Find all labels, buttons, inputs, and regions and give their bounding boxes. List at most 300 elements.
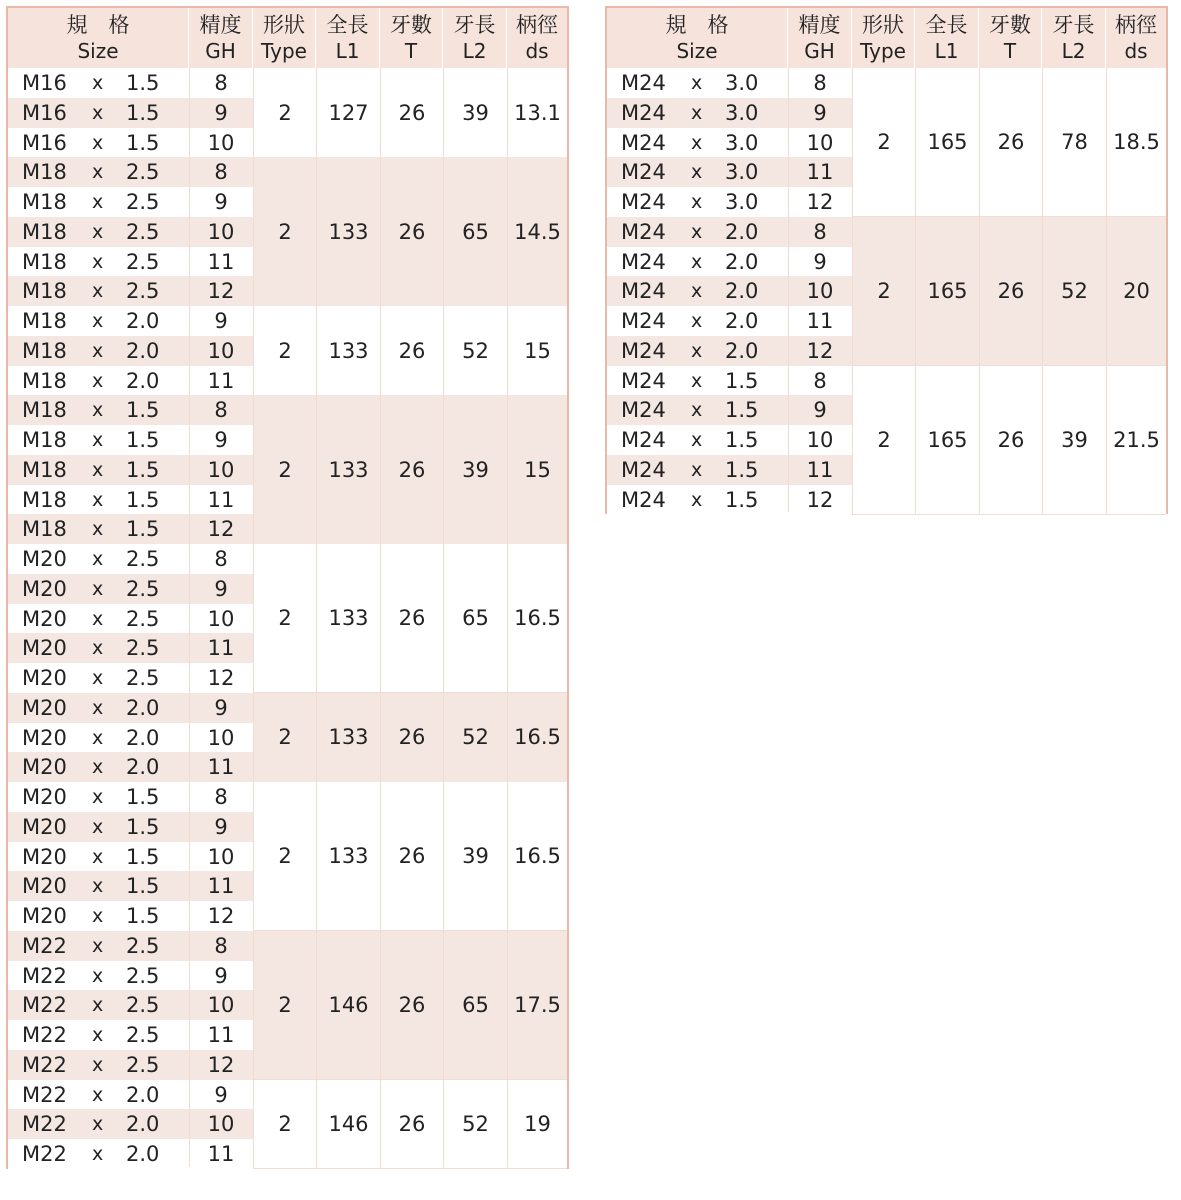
table-row: [607, 247, 852, 277]
size-metric: M24: [621, 487, 666, 512]
size-pitch: 1.5: [725, 398, 759, 423]
value-l2: 65: [443, 931, 507, 1080]
gh-value: 12: [207, 517, 235, 542]
gh-value: 9: [813, 100, 827, 125]
gh-value: 12: [806, 338, 834, 363]
group-block: [253, 693, 567, 782]
table-row: [8, 812, 253, 842]
size-pitch: 1.5: [725, 487, 759, 512]
table-row: [607, 98, 852, 128]
size-metric: M20: [22, 606, 67, 631]
value-l1: 133: [316, 306, 380, 395]
header-type-zh: 形狀: [263, 13, 305, 37]
header-gh: [788, 8, 852, 68]
header-ds: [1106, 8, 1166, 68]
size-pitch: 1.5: [126, 130, 160, 155]
gh-value: 11: [806, 160, 834, 185]
size-metric: M20: [22, 874, 67, 899]
header-tcnt-zh: 牙數: [390, 13, 432, 37]
header-size-zh: 規 格: [665, 13, 729, 37]
table-row: [8, 990, 253, 1020]
size-separator: x: [92, 934, 104, 957]
group-divider: [852, 514, 1166, 515]
table-row: [8, 574, 253, 604]
gh-value: 10: [207, 606, 235, 631]
table-row: [8, 366, 253, 396]
gh-value: 8: [214, 547, 228, 571]
size-metric: M24: [621, 249, 666, 274]
table-row: [8, 276, 253, 306]
size-separator: x: [92, 339, 104, 362]
size-pitch: 2.5: [126, 636, 160, 661]
column-divider: [788, 68, 789, 512]
table-row: [8, 425, 253, 455]
header-l2-zh: 牙長: [453, 13, 496, 37]
table-row: [8, 98, 253, 128]
header-gh-en: GH: [205, 39, 236, 63]
gh-value: 9: [214, 814, 228, 839]
header-size-zh: 規 格: [66, 13, 130, 37]
table-row: [8, 1080, 253, 1110]
size-separator: x: [92, 1143, 104, 1165]
table-row: [607, 336, 852, 366]
table-row: [607, 306, 852, 336]
value-l2: 39: [443, 782, 507, 931]
value-tcnt: 26: [380, 157, 443, 306]
value-ds: 15: [507, 306, 567, 395]
gh-value: 11: [207, 874, 235, 899]
table-row: [8, 306, 253, 336]
gh-value: 12: [207, 1052, 235, 1077]
size-metric: M24: [621, 457, 666, 482]
size-metric: M20: [22, 844, 67, 869]
size-pitch: 2.5: [126, 547, 160, 571]
size-separator: x: [92, 905, 104, 927]
gh-value: 11: [207, 487, 235, 512]
group-block: [253, 544, 567, 693]
value-ds: 20: [1106, 217, 1166, 366]
size-separator: x: [691, 250, 703, 273]
size-pitch: 3.0: [725, 160, 759, 185]
size-separator: x: [691, 72, 703, 94]
size-pitch: 2.5: [126, 190, 160, 214]
size-separator: x: [92, 488, 104, 511]
size-pitch: 1.5: [126, 904, 160, 928]
column-divider: [443, 68, 444, 1167]
size-pitch: 2.0: [126, 338, 160, 363]
gh-value: 11: [806, 309, 834, 333]
gh-value: 9: [214, 1082, 228, 1107]
header-l2: [443, 8, 507, 68]
header-ds-en: ds: [525, 39, 549, 63]
size-pitch: 2.5: [126, 993, 160, 1018]
gh-value: 12: [207, 904, 235, 928]
size-metric: M20: [22, 636, 67, 661]
table-row: [8, 514, 253, 544]
value-l2: 39: [443, 68, 507, 157]
gh-value: 8: [214, 398, 228, 423]
value-tcnt: 26: [979, 217, 1042, 366]
size-metric: M24: [621, 309, 666, 333]
size-pitch: 1.5: [126, 874, 160, 899]
size-separator: x: [92, 815, 104, 838]
column-divider: [915, 68, 916, 512]
table-row: [8, 455, 253, 485]
value-type: 2: [253, 931, 316, 1080]
size-metric: M18: [22, 338, 67, 363]
size-metric: M20: [22, 695, 67, 720]
table-row: [8, 1050, 253, 1080]
size-metric: M20: [22, 814, 67, 839]
value-l1: 133: [316, 395, 380, 544]
header-tcnt-zh: 牙數: [989, 13, 1031, 37]
value-tcnt: 26: [979, 68, 1042, 217]
value-type: 2: [852, 217, 915, 366]
table-row: [8, 931, 253, 961]
size-separator: x: [92, 994, 104, 1017]
size-separator: x: [691, 458, 703, 481]
gh-value: 10: [207, 457, 235, 482]
size-pitch: 1.5: [126, 100, 160, 125]
size-separator: x: [92, 577, 104, 600]
size-metric: M22: [22, 1082, 67, 1107]
value-type: 2: [852, 366, 915, 515]
size-metric: M22: [22, 963, 67, 988]
size-separator: x: [92, 726, 104, 749]
value-type: 2: [852, 68, 915, 217]
gh-value: 8: [813, 368, 827, 393]
table-row: [607, 276, 852, 306]
value-ds: 15: [507, 395, 567, 544]
value-l2: 52: [443, 1080, 507, 1169]
gh-value: 11: [207, 368, 235, 393]
column-divider: [979, 68, 980, 512]
header-l1-en: L1: [335, 39, 360, 63]
value-l1: 133: [316, 157, 380, 306]
size-pitch: 1.5: [126, 814, 160, 839]
size-pitch: 2.5: [126, 279, 160, 304]
size-separator: x: [92, 696, 104, 719]
size-separator: x: [92, 667, 104, 689]
table-row: [8, 395, 253, 425]
value-l1: 165: [915, 68, 979, 217]
header-size-en: Size: [77, 39, 119, 63]
value-ds: 16.5: [507, 544, 567, 693]
value-tcnt: 26: [380, 1080, 443, 1169]
column-divider: [1106, 68, 1107, 512]
table-row: [607, 157, 852, 187]
value-type: 2: [253, 693, 316, 782]
gh-value: 10: [207, 1112, 235, 1137]
size-pitch: 2.0: [725, 219, 759, 244]
table-row: [607, 485, 852, 515]
size-separator: x: [92, 637, 104, 660]
size-metric: M18: [22, 279, 67, 304]
size-separator: x: [92, 518, 104, 541]
value-tcnt: 26: [380, 693, 443, 782]
value-type: 2: [253, 157, 316, 306]
value-ds: 14.5: [507, 157, 567, 306]
size-pitch: 1.5: [126, 428, 160, 452]
size-separator: x: [92, 429, 104, 451]
size-metric: M18: [22, 517, 67, 542]
gh-value: 11: [207, 755, 235, 780]
table-row: [8, 604, 253, 634]
size-metric: M24: [621, 338, 666, 363]
size-pitch: 2.0: [126, 755, 160, 780]
gh-value: 9: [214, 695, 228, 720]
size-separator: x: [691, 339, 703, 362]
header-l1: [915, 8, 979, 68]
size-separator: x: [92, 1113, 104, 1136]
header-gh-zh: 精度: [199, 13, 242, 37]
table-row: [8, 187, 253, 217]
size-pitch: 1.5: [126, 71, 160, 95]
value-tcnt: 26: [979, 366, 1042, 515]
size-pitch: 2.0: [725, 338, 759, 363]
size-separator: x: [92, 756, 104, 779]
gh-value: 8: [813, 71, 827, 95]
table-row: [8, 663, 253, 693]
header-tcnt-en: T: [404, 39, 418, 63]
size-pitch: 2.5: [126, 160, 160, 185]
size-separator: x: [691, 369, 703, 392]
size-pitch: 1.5: [725, 368, 759, 393]
size-pitch: 2.5: [126, 1052, 160, 1077]
value-type: 2: [253, 68, 316, 157]
gh-value: 12: [207, 666, 235, 690]
column-divider: [852, 68, 853, 512]
size-pitch: 1.5: [126, 398, 160, 423]
size-separator: x: [92, 191, 104, 213]
gh-value: 10: [207, 993, 235, 1018]
value-l2: 65: [443, 544, 507, 693]
size-pitch: 2.0: [126, 1082, 160, 1107]
size-metric: M18: [22, 249, 67, 274]
value-tcnt: 26: [380, 544, 443, 693]
value-l1: 133: [316, 693, 380, 782]
size-metric: M22: [22, 993, 67, 1018]
group-divider: [253, 1168, 567, 1169]
header-l1: [316, 8, 380, 68]
size-pitch: 3.0: [725, 100, 759, 125]
gh-value: 12: [207, 279, 235, 304]
group-block: [253, 157, 567, 306]
size-metric: M24: [621, 219, 666, 244]
size-metric: M20: [22, 725, 67, 750]
header-gh-zh: 精度: [798, 13, 841, 37]
header-ds-en: ds: [1124, 39, 1148, 63]
table-row: [607, 395, 852, 425]
size-pitch: 2.5: [126, 249, 160, 274]
header-ds-zh: 柄徑: [1115, 13, 1157, 37]
size-separator: x: [92, 786, 104, 808]
size-separator: x: [92, 131, 104, 154]
size-separator: x: [691, 280, 703, 303]
size-pitch: 2.5: [126, 219, 160, 244]
value-type: 2: [253, 782, 316, 931]
size-metric: M24: [621, 279, 666, 304]
value-l1: 165: [915, 366, 979, 515]
header-l2-en: L2: [1061, 39, 1086, 63]
size-metric: M18: [22, 219, 67, 244]
value-l1: 127: [316, 68, 380, 157]
size-metric: M20: [22, 904, 67, 928]
gh-value: 11: [207, 636, 235, 661]
column-divider: [380, 68, 381, 1167]
gh-value: 9: [813, 398, 827, 423]
gh-value: 10: [207, 844, 235, 869]
gh-value: 11: [207, 1023, 235, 1047]
table-row: [8, 157, 253, 187]
table-row: [8, 752, 253, 782]
size-pitch: 1.5: [126, 487, 160, 512]
size-pitch: 2.5: [126, 963, 160, 988]
value-l1: 133: [316, 544, 380, 693]
gh-value: 9: [214, 428, 228, 452]
table-row: [8, 247, 253, 277]
size-separator: x: [92, 72, 104, 94]
group-block: [253, 1080, 567, 1169]
size-separator: x: [691, 101, 703, 124]
size-pitch: 3.0: [725, 71, 759, 95]
size-separator: x: [92, 548, 104, 570]
table-row: [8, 871, 253, 901]
table-row: [607, 187, 852, 217]
table-row: [8, 544, 253, 574]
value-ds: 19: [507, 1080, 567, 1169]
size-metric: M24: [621, 100, 666, 125]
size-metric: M22: [22, 1142, 67, 1166]
value-tcnt: 26: [380, 782, 443, 931]
size-pitch: 2.0: [126, 725, 160, 750]
table-row: [8, 1109, 253, 1139]
size-pitch: 2.0: [126, 1112, 160, 1137]
size-separator: x: [691, 310, 703, 332]
table-row: [8, 633, 253, 663]
size-separator: x: [92, 845, 104, 868]
size-metric: M22: [22, 1023, 67, 1047]
size-separator: x: [92, 161, 104, 184]
value-tcnt: 26: [380, 68, 443, 157]
header-l1-zh: 全長: [925, 13, 968, 37]
size-metric: M24: [621, 190, 666, 214]
size-pitch: 1.5: [126, 517, 160, 542]
size-pitch: 2.0: [126, 309, 160, 333]
gh-value: 8: [214, 71, 228, 95]
size-metric: M20: [22, 755, 67, 780]
gh-value: 11: [806, 457, 834, 482]
size-pitch: 2.0: [725, 279, 759, 304]
value-ds: 18.5: [1106, 68, 1166, 217]
value-ds: 16.5: [507, 693, 567, 782]
size-pitch: 2.5: [126, 666, 160, 690]
size-separator: x: [92, 1083, 104, 1106]
gh-value: 9: [214, 576, 228, 601]
table-row: [607, 128, 852, 158]
header-l1-zh: 全長: [326, 13, 369, 37]
value-type: 2: [253, 306, 316, 395]
header-type: [253, 8, 316, 68]
header-type-zh: 形狀: [862, 13, 904, 37]
size-pitch: 2.5: [126, 606, 160, 631]
table-row: [8, 128, 253, 158]
header-tcnt: [380, 8, 443, 68]
header-type-en: Type: [261, 39, 307, 63]
value-type: 2: [253, 1080, 316, 1169]
size-pitch: 2.0: [126, 368, 160, 393]
gh-value: 10: [207, 219, 235, 244]
table-row: [8, 217, 253, 247]
group-block: [253, 395, 567, 544]
gh-value: 9: [214, 963, 228, 988]
size-separator: x: [691, 429, 703, 451]
value-l2: 65: [443, 157, 507, 306]
value-tcnt: 26: [380, 395, 443, 544]
table-row: [8, 782, 253, 812]
size-metric: M20: [22, 666, 67, 690]
table-row: [8, 961, 253, 991]
size-metric: M20: [22, 547, 67, 571]
size-metric: M24: [621, 428, 666, 452]
size-pitch: 1.5: [126, 457, 160, 482]
size-metric: M18: [22, 309, 67, 333]
table-row: [8, 1139, 253, 1169]
value-l2: 52: [1042, 217, 1106, 366]
size-separator: x: [691, 191, 703, 213]
size-metric: M18: [22, 428, 67, 452]
gh-value: 8: [214, 785, 228, 809]
size-metric: M24: [621, 71, 666, 95]
value-l2: 78: [1042, 68, 1106, 217]
size-separator: x: [691, 488, 703, 511]
size-separator: x: [92, 607, 104, 630]
value-ds: 21.5: [1106, 366, 1166, 515]
gh-value: 10: [806, 428, 834, 452]
value-l1: 146: [316, 1080, 380, 1169]
size-metric: M24: [621, 160, 666, 185]
value-ds: 17.5: [507, 931, 567, 1080]
header-type: [852, 8, 915, 68]
header-ds-zh: 柄徑: [516, 13, 558, 37]
value-type: 2: [253, 544, 316, 693]
size-pitch: 3.0: [725, 190, 759, 214]
size-separator: x: [92, 250, 104, 273]
header-size-en: Size: [676, 39, 718, 63]
size-metric: M16: [22, 130, 67, 155]
gh-value: 10: [207, 130, 235, 155]
table-row: [8, 336, 253, 366]
size-pitch: 2.0: [725, 309, 759, 333]
column-divider: [1042, 68, 1043, 512]
size-pitch: 2.0: [126, 1142, 160, 1166]
value-tcnt: 26: [380, 306, 443, 395]
table-row: [607, 366, 852, 396]
value-l1: 146: [316, 931, 380, 1080]
size-pitch: 2.5: [126, 933, 160, 958]
size-metric: M22: [22, 1052, 67, 1077]
table-row: [607, 425, 852, 455]
table-row: [8, 68, 253, 98]
size-metric: M22: [22, 933, 67, 958]
table-row: [607, 217, 852, 247]
gh-value: 10: [806, 130, 834, 155]
size-separator: x: [92, 280, 104, 303]
value-l2: 52: [443, 306, 507, 395]
size-pitch: 1.5: [725, 457, 759, 482]
size-metric: M18: [22, 160, 67, 185]
value-l1: 165: [915, 217, 979, 366]
